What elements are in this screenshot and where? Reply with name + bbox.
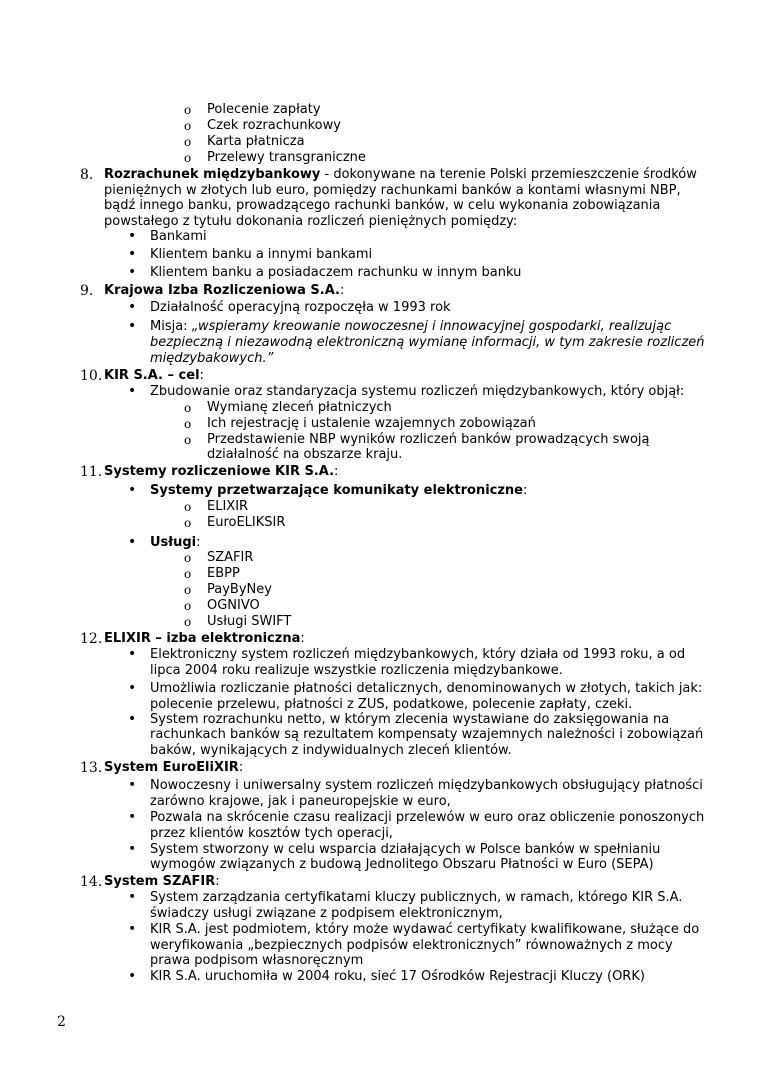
- bullet-marker: •: [128, 646, 137, 662]
- sub-item: PayByNey: [207, 582, 272, 597]
- sub-item-cont: działalność na obszarze kraju.: [207, 447, 403, 462]
- paragraph-line: bądź innego banku, prowadzącego rachunki banków, w celu wykonania zobowiązania: [104, 198, 661, 213]
- sub-item: ELIXIR: [207, 499, 249, 514]
- bullet-marker: •: [128, 534, 137, 550]
- bullet-item-part: Misja:: [150, 319, 192, 334]
- bullet-item: Klientem banku a posiadaczem rachunku w innym banku: [150, 265, 522, 280]
- sub-item: Czek rozrachunkowy: [207, 118, 341, 133]
- section-number: 11.: [80, 464, 103, 480]
- bullet-item: baków, wynikających z indywidualnych zleceń klientów.: [150, 743, 512, 758]
- bullet-item: System zarządzania certyfikatami kluczy publicznych, w ramach, którego KIR S.A.: [150, 890, 683, 905]
- bullet-item-part: :: [523, 483, 528, 498]
- sub-item: Ich rejestrację i ustalenie wzajemnych zobowiązań: [207, 416, 536, 431]
- bullet-marker: •: [128, 246, 137, 262]
- paragraph-line: pieniężnych w złotych lub euro, pomiędzy rachunkami banków a kontami własnymi NBP,: [104, 183, 681, 198]
- bullet-marker: •: [128, 889, 137, 905]
- section-13-title-part: System EuroEliXIR: [104, 760, 239, 775]
- section-number: 9.: [80, 283, 94, 299]
- section-11-title-part: Systemy rozliczeniowe KIR S.A.: [104, 464, 335, 479]
- section-10-title: [104, 368, 204, 384]
- section-10-title-part: KIR S.A. – cel: [104, 368, 200, 383]
- bullet-marker: •: [128, 482, 137, 498]
- bullet-marker: •: [128, 809, 137, 825]
- bullet-item: Bankami: [150, 229, 207, 244]
- bullet-item: [150, 319, 671, 335]
- bullet-item: Elektroniczny system rozliczeń międzybankowych, który działa od 1993 roku, a od: [150, 647, 686, 662]
- section-12-title: [104, 631, 305, 647]
- sub-bullet-marker: o: [184, 551, 192, 565]
- bullet-item: Umożliwia rozliczanie płatności detalicznych, denominowanych w złotych, takich jak:: [150, 681, 703, 696]
- section-12-title-part: :: [300, 631, 305, 646]
- section-13-title: [104, 760, 243, 776]
- section-9-title-part: :: [339, 283, 345, 298]
- bullet-item-part: Systemy przetwarzające komunikaty elektroniczne: [150, 483, 523, 498]
- section-8-line-part: Rozrachunek międzybankowy: [104, 167, 321, 182]
- bullet-marker: •: [128, 841, 137, 857]
- bullet-marker: •: [128, 921, 137, 937]
- section-number: 13.: [80, 760, 103, 776]
- sub-bullet-marker: o: [184, 516, 192, 530]
- sub-bullet-marker: o: [184, 103, 192, 117]
- bullet-item: zarówno krajowe, jak i paneuropejskie w euro,: [150, 794, 451, 809]
- sub-bullet-marker: o: [184, 599, 192, 613]
- section-8-line-part: - dokonywane na terenie Polski przemieszczenie środków: [320, 167, 697, 182]
- section-14-title-part: :: [215, 874, 220, 889]
- sub-bullet-marker: o: [184, 500, 192, 514]
- bullet-marker: •: [128, 711, 137, 727]
- bullet-item-part: „wspieramy kreowanie nowoczesnej i innowacyjnej gospodarki, realizując: [191, 319, 672, 334]
- bullet-item: prawa podpisom własnoręcznym: [150, 953, 364, 968]
- sub-bullet-marker: o: [184, 401, 192, 415]
- bullet-item: weryfikowania „bezpiecznych podpisów elektronicznych” równoważnych z mocy: [150, 938, 673, 953]
- sub-item: Polecenie zapłaty: [207, 102, 321, 117]
- section-9-title-part: Krajowa Izba Rozliczeniowa S.A.: [104, 283, 340, 298]
- sub-bullet-marker: o: [184, 151, 192, 165]
- section-9-title: [104, 283, 344, 299]
- bullet-marker: •: [128, 264, 137, 280]
- sub-bullet-marker: o: [184, 135, 192, 149]
- sub-item: Karta płatnicza: [207, 134, 305, 149]
- sub-item: Usługi SWIFT: [207, 614, 292, 629]
- sub-bullet-marker: o: [184, 417, 192, 431]
- bullet-item: [150, 535, 201, 551]
- bullet-item: przez klientów kosztów tych operacji,: [150, 826, 393, 841]
- bullet-marker: •: [128, 318, 137, 334]
- bullet-item: rachunkach banków są rezultatem kompensaty wzajemnych należności i zobowiązań: [150, 727, 704, 742]
- bullet-item: System stworzony w celu wsparcia działających w Polsce banków w spełnianiu: [150, 842, 661, 857]
- bullet-marker: •: [128, 228, 137, 244]
- paragraph-line: powstałego z tytułu dokonania rozliczeń pieniężnych pomiędzy:: [104, 214, 518, 229]
- sub-item: Wymianę zleceń płatniczych: [207, 400, 392, 415]
- bullet-item: świadczy usługi związane z podpisem elektronicznym,: [150, 906, 503, 921]
- bullet-item: [150, 483, 527, 499]
- section-number: 8.: [80, 167, 94, 183]
- sub-item: Przedstawienie NBP wyników rozliczeń banków prowadzących swoją: [207, 432, 650, 447]
- sub-item: SZAFIR: [207, 550, 254, 565]
- bullet-marker: •: [128, 383, 137, 399]
- bullet-marker: •: [128, 299, 137, 315]
- sub-bullet-marker: o: [184, 583, 192, 597]
- section-14-title: [104, 874, 220, 890]
- bullet-item: Nowoczesny i uniwersalny system rozliczeń międzybankowych obsługujący płatności: [150, 778, 703, 793]
- bullet-item: polecenie przelewu, płatności z ZUS, podatkowe, polecenie zapłaty, czeki.: [150, 697, 633, 712]
- section-8-line: [104, 167, 697, 183]
- bullet-item: KIR S.A. jest podmiotem, który może wydawać certyfikaty kwalifikowane, służące do: [150, 922, 700, 937]
- bullet-item: Pozwala na skrócenie czasu realizacji przelewów w euro oraz obliczenie ponoszonych: [150, 810, 705, 825]
- bullet-item: KIR S.A. uruchomiła w 2004 roku, sieć 17 Ośrodków Rejestracji Kluczy (ORK): [150, 969, 645, 984]
- section-13-title-part: :: [238, 760, 244, 775]
- page-number: 2: [57, 1014, 66, 1030]
- bullet-item: System rozrachunku netto, w którym zlecenia wystawiane do zaksięgowania na: [150, 712, 670, 727]
- bullet-item i: międzybakowych.”: [150, 351, 274, 366]
- bullet-item: Działalność operacyjną rozpoczęła w 1993 rok: [150, 300, 451, 315]
- bullet-item i: bezpieczną i niezawodną elektroniczną wymianę informacji, w tym zakresie rozliczeń: [150, 335, 705, 350]
- section-11-title: [104, 464, 338, 480]
- section-number: 12.: [80, 631, 103, 647]
- bullet-marker: •: [128, 680, 137, 696]
- section-14-title-part: System SZAFIR: [104, 874, 216, 889]
- bullet-item: lipca 2004 roku realizuje wszystkie rozliczenia międzybankowe.: [150, 663, 563, 678]
- sub-item: Przelewy transgraniczne: [207, 150, 366, 165]
- sub-bullet-marker: o: [184, 119, 192, 133]
- bullet-item: wymogów związanych z budową Jednolitego Obszaru Płatności w Euro (SEPA): [150, 857, 654, 872]
- section-number: 10.: [80, 368, 103, 384]
- sub-bullet-marker: o: [184, 567, 192, 581]
- bullet-item-part: Usługi: [150, 535, 197, 550]
- sub-item: EuroELIKSIR: [207, 515, 286, 530]
- sub-item: OGNIVO: [207, 598, 260, 613]
- sub-item: EBPP: [207, 566, 240, 581]
- section-11-title-part: :: [334, 464, 339, 479]
- section-12-title-part: ELIXIR – izba elektroniczna: [104, 631, 301, 646]
- bullet-item: Zbudowanie oraz standaryzacja systemu rozliczeń międzybankowych, który objął:: [150, 384, 685, 399]
- sub-bullet-marker: o: [184, 433, 192, 447]
- bullet-marker: •: [128, 968, 137, 984]
- bullet-marker: •: [128, 777, 137, 793]
- sub-bullet-marker: o: [184, 615, 192, 629]
- section-number: 14.: [80, 874, 103, 890]
- section-10-title-part: :: [199, 368, 204, 383]
- bullet-item: Klientem banku a innymi bankami: [150, 247, 373, 262]
- bullet-item-part: :: [196, 535, 201, 550]
